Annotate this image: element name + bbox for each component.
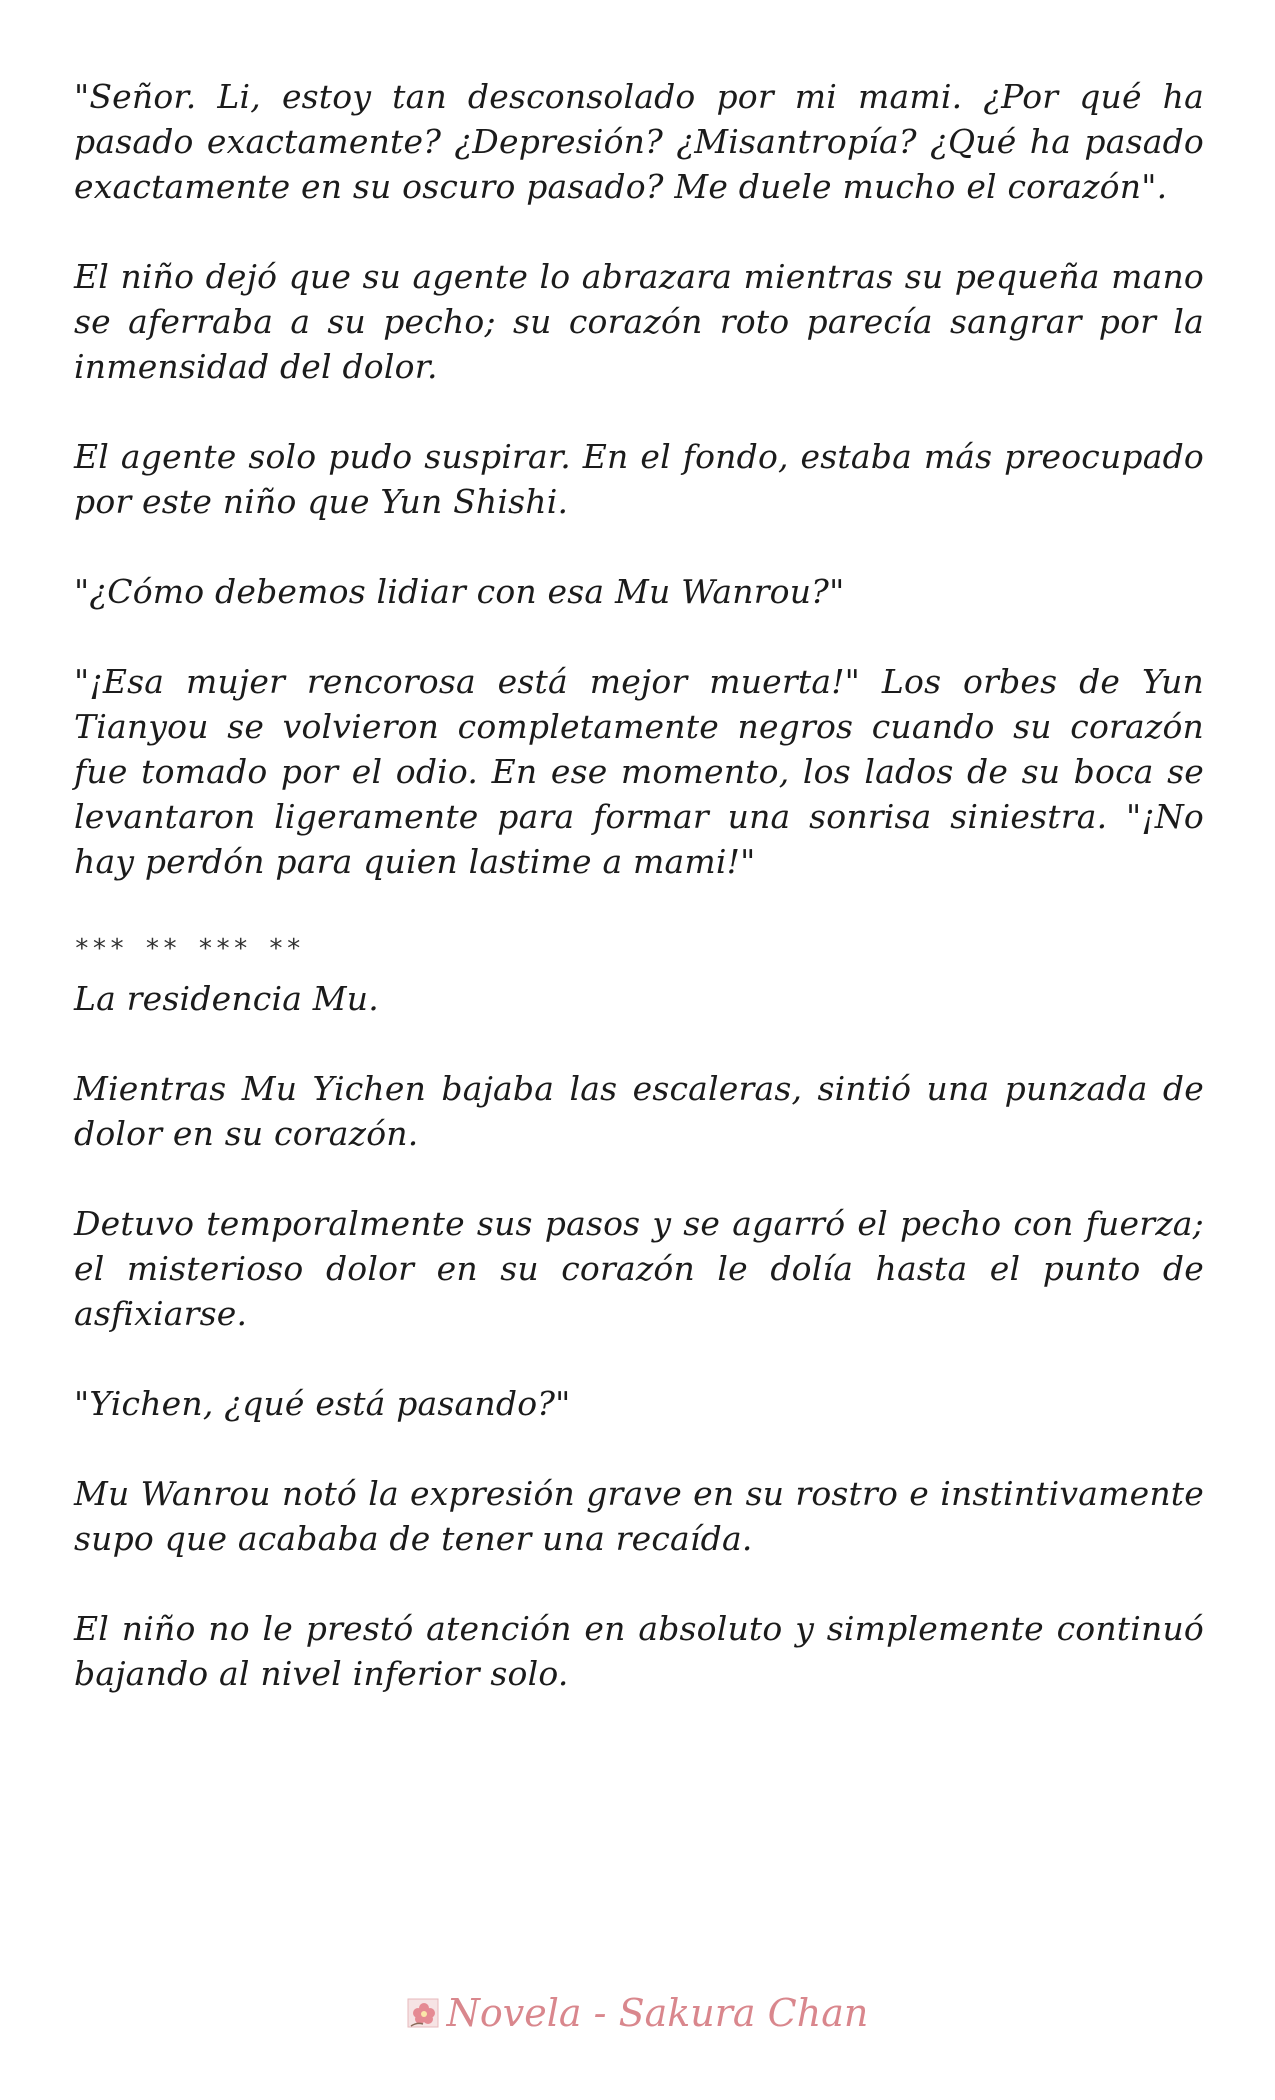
watermark-footer <box>0 1988 1275 2038</box>
paragraph: "¿Cómo debemos lidiar con esa Mu Wanrou?" <box>74 572 845 611</box>
paragraph: "Yichen, ¿qué está pasando?" <box>74 1384 571 1423</box>
sakura-flower-icon <box>407 1992 441 2026</box>
scene-heading: La residencia Mu. <box>74 979 379 1018</box>
paragraph: El niño dejó que su agente lo abrazara mientras su pequeña mano se aferraba a su pecho; su corazón roto parecía sangrar por la inmensidad del dolor. <box>74 257 1204 386</box>
paragraph: "Señor. Li, estoy tan desconsolado por mi mami. ¿Por qué ha pasado exactamente? ¿Depresión? ¿Misantropía? ¿Qué ha pasado exactamente en su oscuro pasado? Me duele mucho el corazón". <box>74 77 1204 206</box>
paragraph: El niño no le prestó atención en absoluto y simplemente continuó bajando al nivel inferior solo. <box>74 1609 1204 1693</box>
paragraph: Mu Wanrou notó la expresión grave en su rostro e instintivamente supo que acababa de tener una recaída. <box>74 1474 1204 1558</box>
paragraph: "¡Esa mujer rencorosa está mejor muerta!" Los orbes de Yun Tianyou se volvieron completamente negros cuando su corazón fue tomado por el odio. En ese momento, los lados de su boca se levantaron ligeramente para formar una sonrisa siniestra. "¡No hay perdón para quien lastime a mami!" <box>74 662 1204 881</box>
scene-separator: *** ** *** ** <box>74 934 304 964</box>
paragraph: El agente solo pudo suspirar. En el fondo, estaba más preocupado por este niño que Yun Shishi. <box>74 437 1204 521</box>
paragraph: Mientras Mu Yichen bajaba las escaleras, sintió una punzada de dolor en su corazón. <box>74 1069 1204 1153</box>
watermark-text: Novela - Sakura Chan <box>446 1991 869 2035</box>
paragraph: Detuvo temporalmente sus pasos y se agarró el pecho con fuerza; el misterioso dolor en su corazón le dolía hasta el punto de asfixiarse. <box>74 1204 1204 1333</box>
chapter-text <box>74 74 1204 1741</box>
